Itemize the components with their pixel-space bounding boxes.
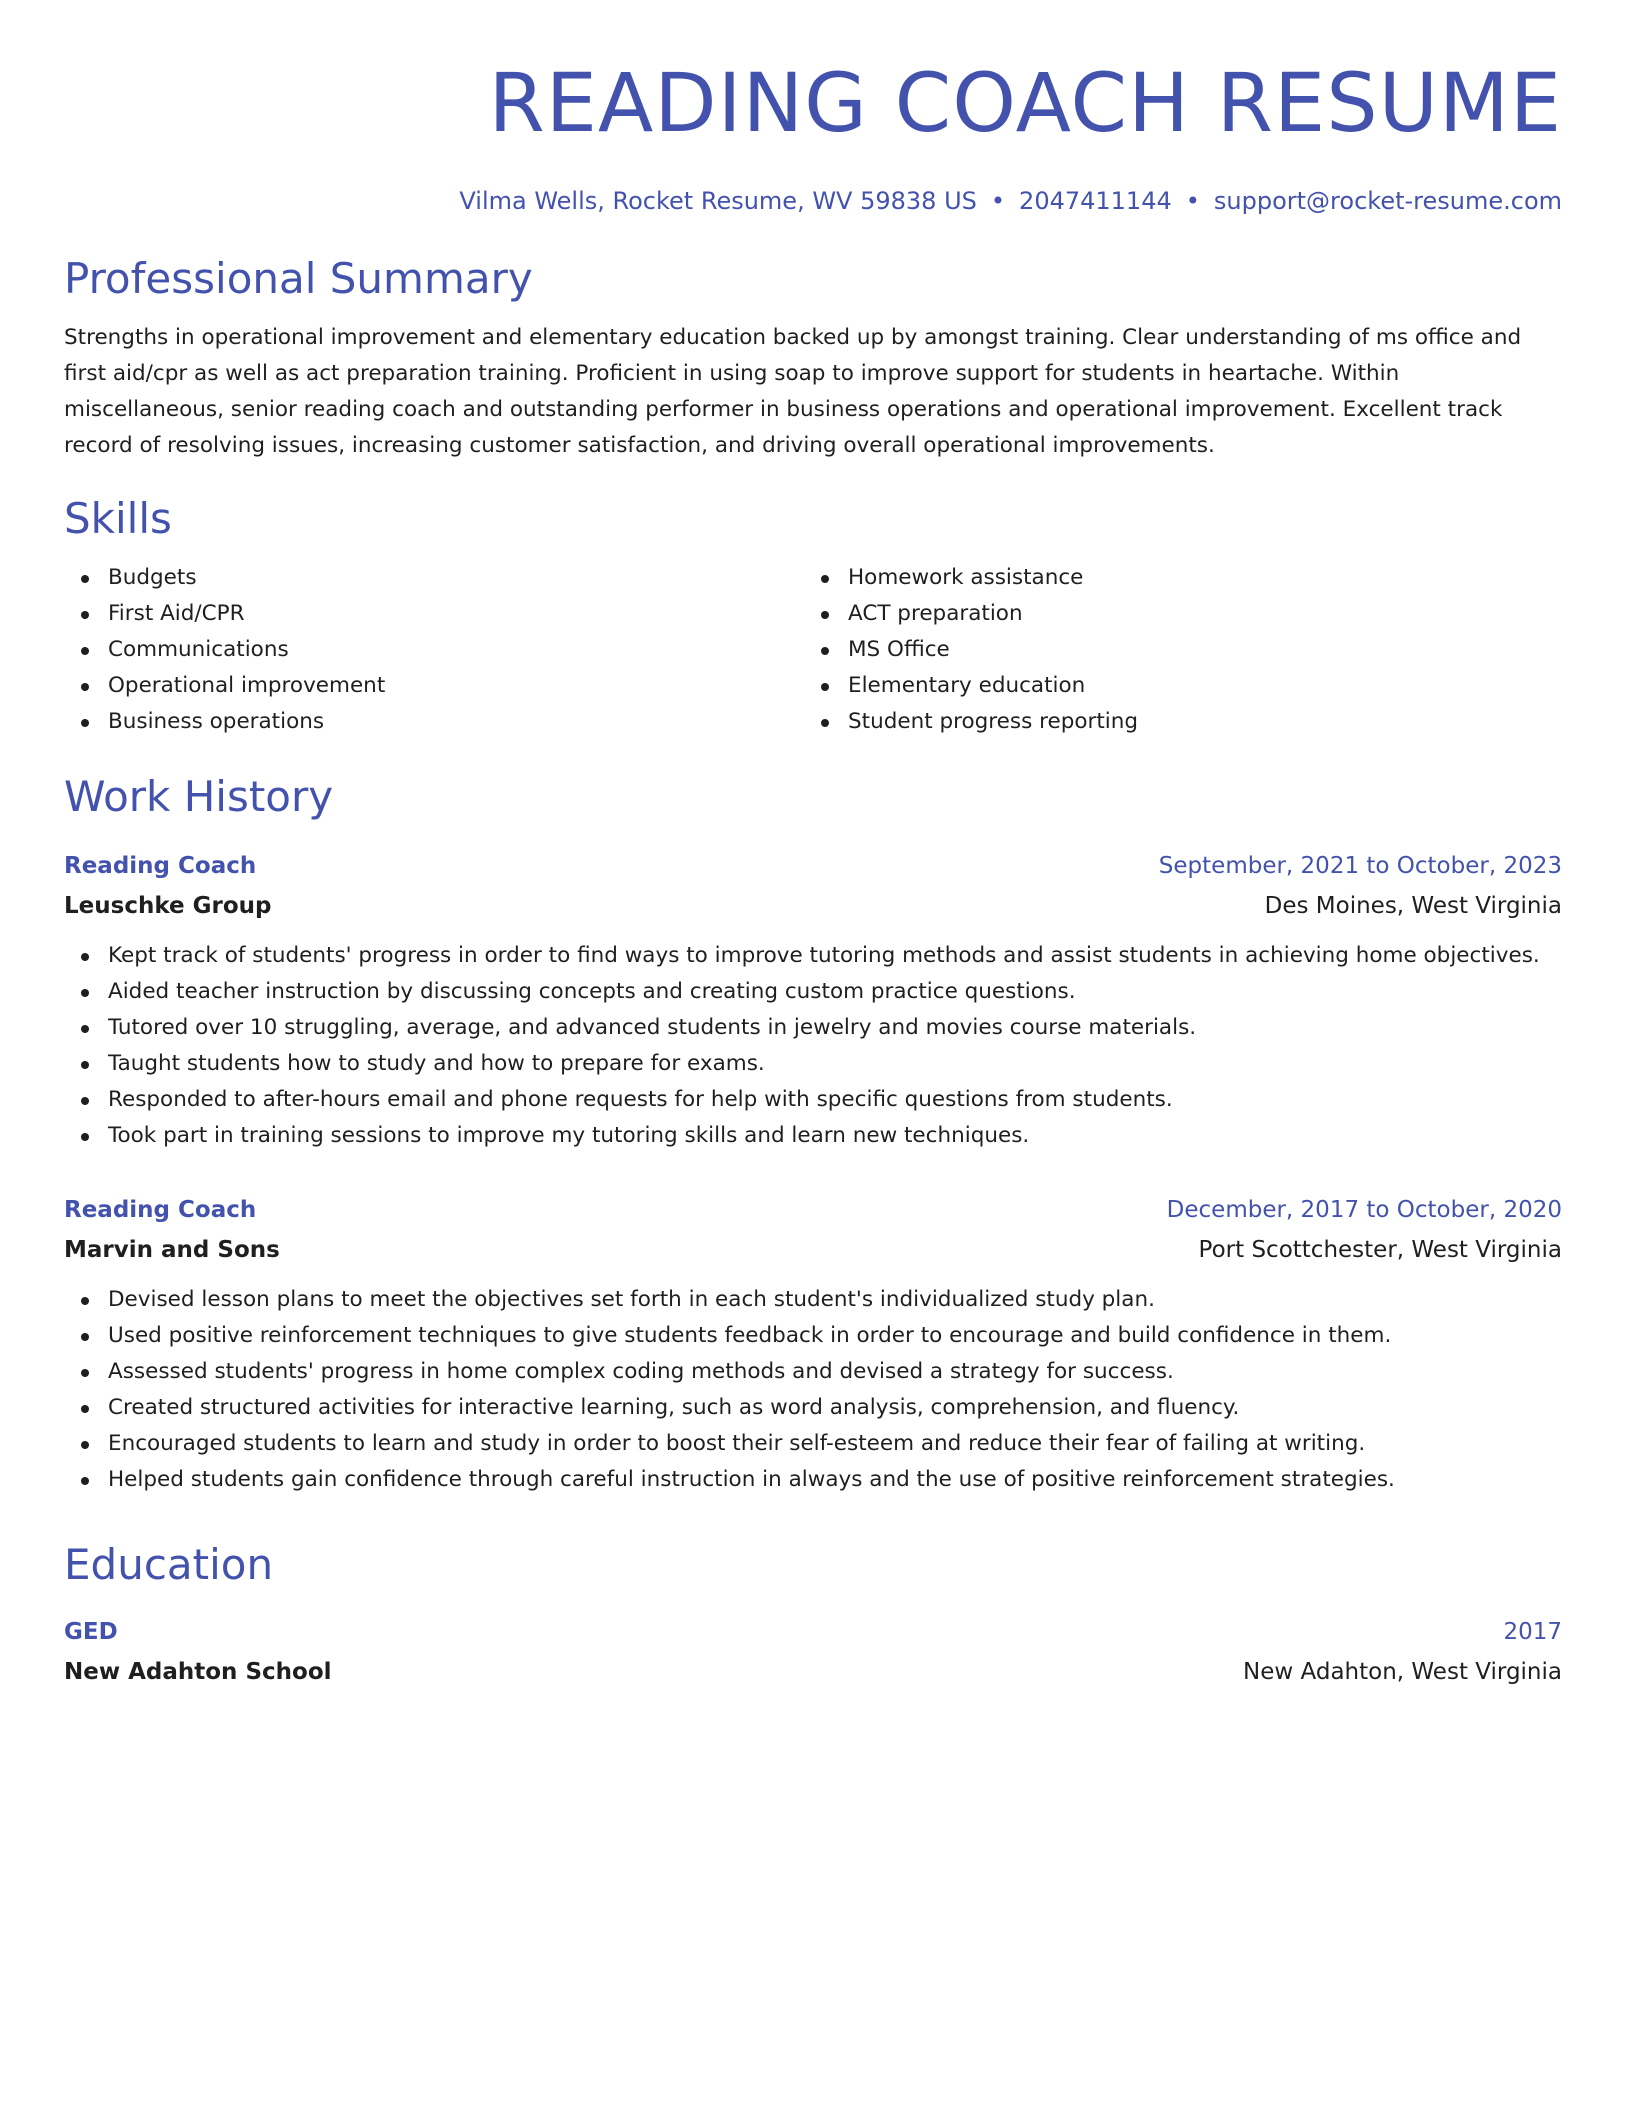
job-bullet: Kept track of students' progress in order to find ways to improve tutoring methods and assist students in achieving home objectives. [64, 938, 1562, 974]
job-bullet: Tutored over 10 struggling, average, and advanced students in jewelry and movies course materials. [64, 1010, 1562, 1046]
skill-item: Homework assistance [804, 560, 1544, 596]
job-company: Leuschke Group [64, 893, 272, 919]
skills-column-left [64, 560, 804, 740]
job-subheader [64, 884, 1562, 924]
job-role: Reading Coach [64, 853, 257, 879]
job-bullet: Taught students how to study and how to prepare for exams. [64, 1046, 1562, 1082]
education-subheader [64, 1650, 1562, 1690]
job-header [64, 848, 1562, 884]
job-bullet: Assessed students' progress in home complex coding methods and devised a strategy for success. [64, 1354, 1562, 1390]
contact-address: Vilma Wells, Rocket Resume, WV 59838 US [459, 187, 977, 215]
resume-page [64, 0, 1562, 1690]
skill-item: ACT preparation [804, 596, 1544, 632]
job-dates: September, 2021 to October, 2023 [1158, 853, 1562, 879]
job-bullet: Encouraged students to learn and study in order to boost their self-esteem and reduce their fear of failing at writing. [64, 1426, 1562, 1462]
education-year: 2017 [1503, 1619, 1562, 1645]
job-entry [64, 1192, 1562, 1498]
job-header [64, 1192, 1562, 1228]
education-degree: GED [64, 1619, 118, 1645]
job-entry [64, 848, 1562, 1154]
skills-column-right [804, 560, 1544, 740]
skill-item: Communications [64, 632, 804, 668]
education-heading: Education [64, 1540, 274, 1589]
summary-heading: Professional Summary [64, 254, 533, 303]
education-entry [64, 1614, 1562, 1690]
skills-list [64, 560, 1562, 740]
job-bullet: Devised lesson plans to meet the objectives set forth in each student's individualized study plan. [64, 1282, 1562, 1318]
job-bullet: Aided teacher instruction by discussing concepts and creating custom practice questions. [64, 974, 1562, 1010]
skill-item: Business operations [64, 704, 804, 740]
job-bullets [64, 1282, 1562, 1498]
job-bullet: Responded to after-hours email and phone requests for help with specific questions from students. [64, 1082, 1562, 1118]
education-school: New Adahton School [64, 1659, 332, 1685]
skill-item: Elementary education [804, 668, 1544, 704]
job-location: Port Scottchester, West Virginia [1198, 1237, 1562, 1263]
contact-email[interactable]: support@rocket-resume.com [1213, 187, 1562, 215]
summary-text: Strengths in operational improvement and elementary education backed up by amongst training. Clear understanding of ms office and first aid/cpr as well as act preparation training. Proficient in using soap to improve support for students in heartache. Within miscellaneous, senior reading coach and outstanding performer in business operations and operational improvement. Excellent track record of resolving issues, increasing customer satisfaction, and driving overall operational improvements. [64, 325, 1522, 458]
skill-item: First Aid/CPR [64, 596, 804, 632]
contact-separator: • [1185, 187, 1200, 215]
contact-line [64, 184, 1562, 218]
skill-item: Student progress reporting [804, 704, 1544, 740]
contact-phone: 2047411144 [1019, 187, 1172, 215]
job-subheader [64, 1228, 1562, 1268]
education-location: New Adahton, West Virginia [1243, 1659, 1562, 1685]
contact-separator: • [990, 187, 1006, 215]
job-bullet: Created structured activities for interactive learning, such as word analysis, comprehension, and fluency. [64, 1390, 1562, 1426]
job-bullet: Took part in training sessions to improve my tutoring skills and learn new techniques. [64, 1118, 1562, 1154]
job-dates: December, 2017 to October, 2020 [1166, 1197, 1562, 1223]
job-company: Marvin and Sons [64, 1237, 280, 1263]
education-header [64, 1614, 1562, 1650]
job-bullet: Helped students gain confidence through careful instruction in always and the use of positive reinforcement strategies. [64, 1462, 1562, 1498]
job-location: Des Moines, West Virginia [1264, 893, 1562, 919]
resume-title: READING COACH RESUME [488, 57, 1562, 151]
job-bullets [64, 938, 1562, 1154]
skills-heading: Skills [64, 494, 172, 543]
skill-item: Budgets [64, 560, 804, 596]
skill-item: Operational improvement [64, 668, 804, 704]
job-bullet: Used positive reinforcement techniques to give students feedback in order to encourage and build confidence in them. [64, 1318, 1562, 1354]
job-role: Reading Coach [64, 1197, 257, 1223]
skill-item: MS Office [804, 632, 1544, 668]
work-history-heading: Work History [64, 772, 334, 821]
